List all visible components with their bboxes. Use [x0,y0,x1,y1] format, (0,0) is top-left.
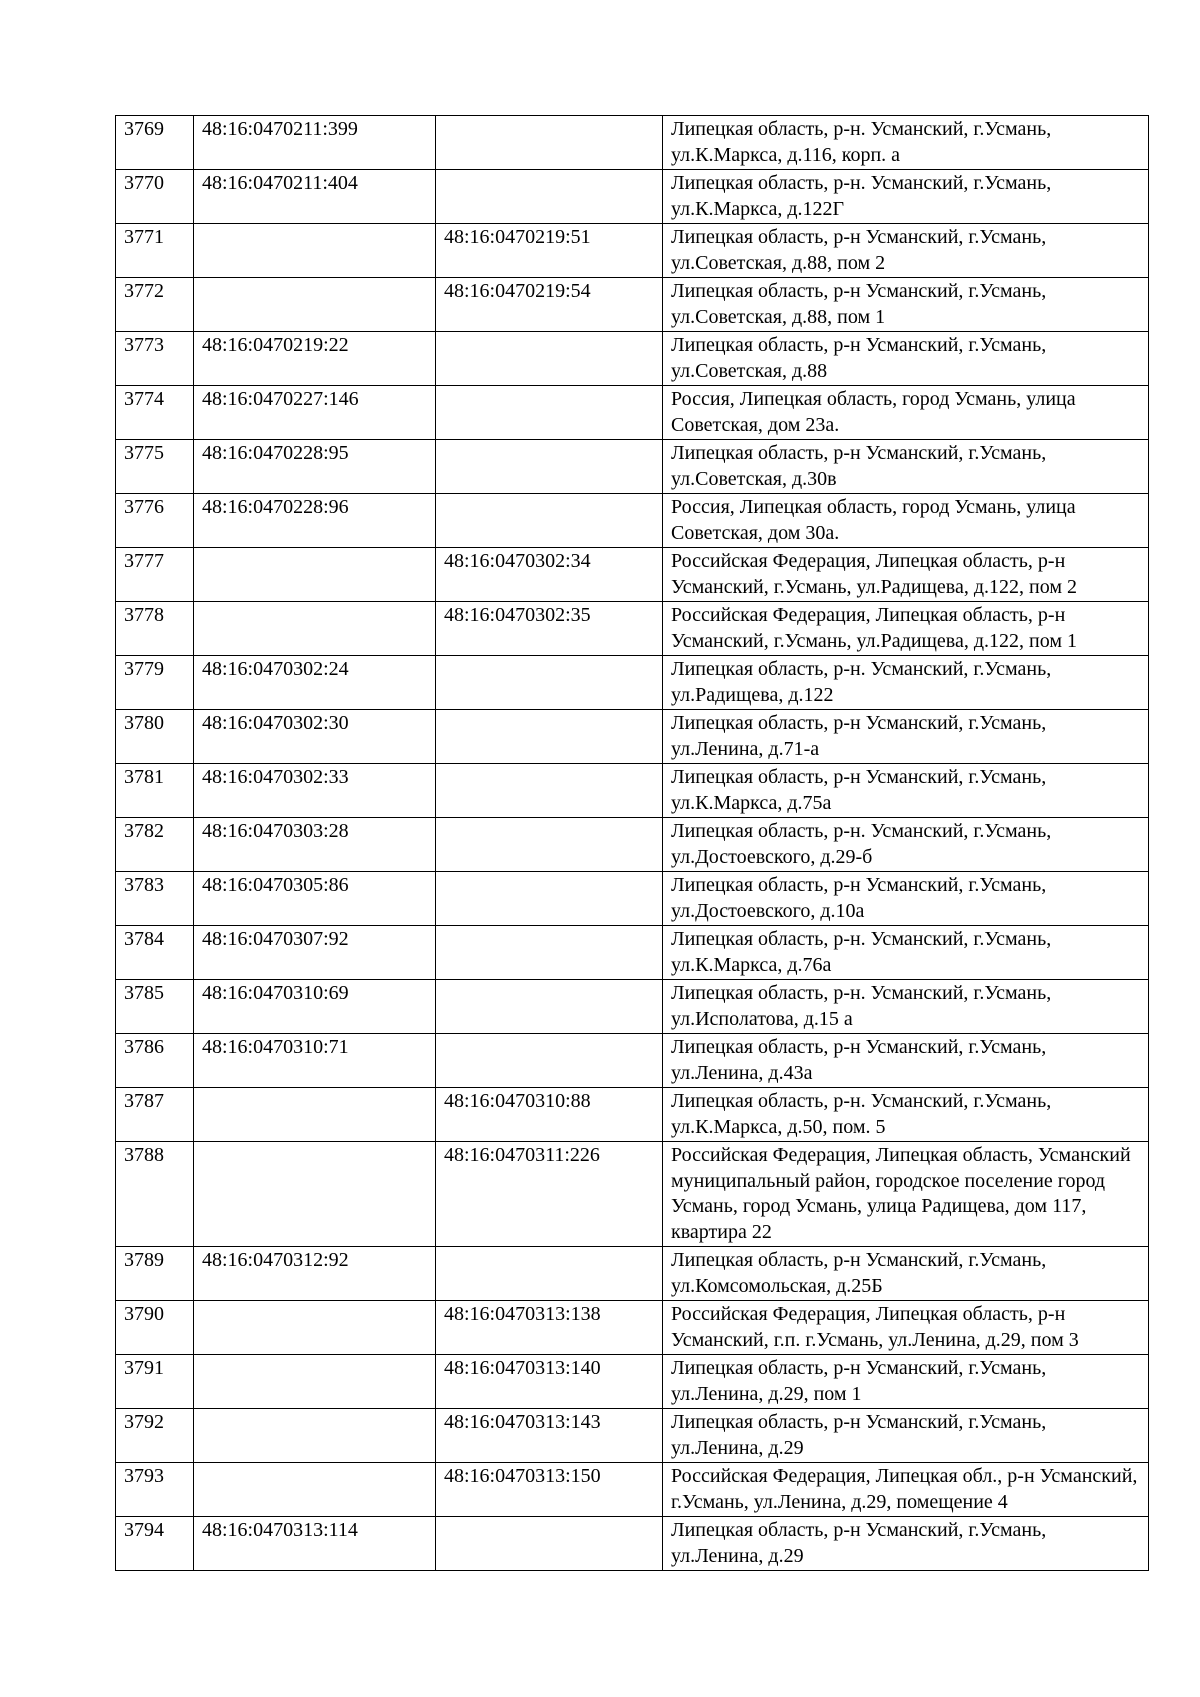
land-cadastral-number-cell: 48:16:0470302:24 [194,656,436,710]
land-cadastral-number-cell [194,1355,436,1409]
address-cell: Липецкая область, р-н. Усманский, г.Усмань, ул.Достоевского, д.29-б [663,818,1149,872]
table-row [116,656,1149,710]
table-row [116,710,1149,764]
row-number-cell: 3787 [116,1088,194,1142]
address-cell: Липецкая область, р-н. Усманский, г.Усмань, ул.Радищева, д.122 [663,656,1149,710]
land-cadastral-number-cell [194,548,436,602]
object-cadastral-number-cell [436,872,663,926]
row-number-cell: 3772 [116,278,194,332]
address-cell: Липецкая область, р-н Усманский, г.Усмань, ул.Ленина, д.71-а [663,710,1149,764]
object-cadastral-number-cell [436,764,663,818]
object-cadastral-number-cell [436,494,663,548]
object-cadastral-number-cell: 48:16:0470313:140 [436,1355,663,1409]
address-cell: Россия, Липецкая область, город Усмань, улица Советская, дом 23а. [663,386,1149,440]
row-number-cell: 3786 [116,1034,194,1088]
row-number-cell: 3769 [116,116,194,170]
object-cadastral-number-cell: 48:16:0470219:51 [436,224,663,278]
row-number-cell: 3778 [116,602,194,656]
object-cadastral-number-cell [436,818,663,872]
row-number-cell: 3770 [116,170,194,224]
land-cadastral-number-cell: 48:16:0470219:22 [194,332,436,386]
table-row [116,386,1149,440]
row-number-cell: 3781 [116,764,194,818]
object-cadastral-number-cell [436,926,663,980]
table-row [116,818,1149,872]
object-cadastral-number-cell [436,386,663,440]
address-cell: Липецкая область, р-н Усманский, г.Усмань, ул.Советская, д.88, пом 2 [663,224,1149,278]
row-number-cell: 3774 [116,386,194,440]
address-cell: Липецкая область, р-н. Усманский, г.Усмань, ул.К.Маркса, д.50, пом. 5 [663,1088,1149,1142]
table-row [116,872,1149,926]
land-cadastral-number-cell: 48:16:0470211:404 [194,170,436,224]
address-cell: Липецкая область, р-н Усманский, г.Усмань, ул.Достоевского, д.10а [663,872,1149,926]
land-cadastral-number-cell: 48:16:0470228:96 [194,494,436,548]
land-cadastral-number-cell: 48:16:0470305:86 [194,872,436,926]
land-cadastral-number-cell: 48:16:0470302:30 [194,710,436,764]
address-cell: Липецкая область, р-н. Усманский, г.Усмань, ул.К.Маркса, д.122Г [663,170,1149,224]
table-row [116,116,1149,170]
table-row [116,1301,1149,1355]
table-row [116,1088,1149,1142]
row-number-cell: 3783 [116,872,194,926]
address-cell: Липецкая область, р-н Усманский, г.Усмань, ул.Советская, д.88 [663,332,1149,386]
row-number-cell: 3776 [116,494,194,548]
object-cadastral-number-cell: 48:16:0470311:226 [436,1142,663,1247]
land-cadastral-number-cell: 48:16:0470310:71 [194,1034,436,1088]
land-cadastral-number-cell [194,1088,436,1142]
row-number-cell: 3785 [116,980,194,1034]
table-row [116,1463,1149,1517]
row-number-cell: 3790 [116,1301,194,1355]
land-cadastral-number-cell: 48:16:0470310:69 [194,980,436,1034]
row-number-cell: 3771 [116,224,194,278]
row-number-cell: 3792 [116,1409,194,1463]
land-cadastral-number-cell: 48:16:0470227:146 [194,386,436,440]
table-row [116,224,1149,278]
row-number-cell: 3775 [116,440,194,494]
row-number-cell: 3777 [116,548,194,602]
object-cadastral-number-cell [436,1517,663,1571]
land-cadastral-number-cell: 48:16:0470312:92 [194,1247,436,1301]
address-cell: Липецкая область, р-н Усманский, г.Усмань, ул.К.Маркса, д.75а [663,764,1149,818]
object-cadastral-number-cell [436,332,663,386]
object-cadastral-number-cell [436,116,663,170]
table-row [116,1409,1149,1463]
object-cadastral-number-cell [436,1034,663,1088]
table-row [116,332,1149,386]
address-cell: Российская Федерация, Липецкая область, р-н Усманский, г.Усмань, ул.Радищева, д.122, пом 2 [663,548,1149,602]
row-number-cell: 3782 [116,818,194,872]
address-cell: Российская Федерация, Липецкая область, Усманский муниципальный район, городское поселение город Усмань, город Усмань, улица Радищева, дом 117, квартира 22 [663,1142,1149,1247]
table-row [116,1034,1149,1088]
land-cadastral-number-cell: 48:16:0470303:28 [194,818,436,872]
address-cell: Липецкая область, р-н. Усманский, г.Усмань, ул.Исполатова, д.15 а [663,980,1149,1034]
land-cadastral-number-cell [194,602,436,656]
object-cadastral-number-cell: 48:16:0470302:35 [436,602,663,656]
address-cell: Российская Федерация, Липецкая область, р-н Усманский, г.п. г.Усмань, ул.Ленина, д.29, пом 3 [663,1301,1149,1355]
address-cell: Липецкая область, р-н Усманский, г.Усмань, ул.Комсомольская, д.25Б [663,1247,1149,1301]
land-cadastral-number-cell: 48:16:0470313:114 [194,1517,436,1571]
table-row [116,1517,1149,1571]
address-cell: Российская Федерация, Липецкая обл., р-н Усманский, г.Усмань, ул.Ленина, д.29, помещение 4 [663,1463,1149,1517]
object-cadastral-number-cell [436,1247,663,1301]
row-number-cell: 3784 [116,926,194,980]
table-row [116,170,1149,224]
object-cadastral-number-cell: 48:16:0470313:150 [436,1463,663,1517]
object-cadastral-number-cell [436,656,663,710]
address-cell: Липецкая область, р-н Усманский, г.Усмань, ул.Ленина, д.29, пом 1 [663,1355,1149,1409]
land-cadastral-number-cell: 48:16:0470302:33 [194,764,436,818]
row-number-cell: 3791 [116,1355,194,1409]
land-cadastral-number-cell: 48:16:0470211:399 [194,116,436,170]
address-cell: Липецкая область, р-н Усманский, г.Усмань, ул.Ленина, д.29 [663,1409,1149,1463]
object-cadastral-number-cell: 48:16:0470313:138 [436,1301,663,1355]
object-cadastral-number-cell [436,440,663,494]
land-cadastral-number-cell: 48:16:0470307:92 [194,926,436,980]
table-row [116,980,1149,1034]
row-number-cell: 3794 [116,1517,194,1571]
land-cadastral-number-cell: 48:16:0470228:95 [194,440,436,494]
table-row [116,440,1149,494]
object-cadastral-number-cell: 48:16:0470310:88 [436,1088,663,1142]
table-row [116,1355,1149,1409]
object-cadastral-number-cell [436,170,663,224]
table-row [116,926,1149,980]
table-row [116,548,1149,602]
table-row [116,1142,1149,1247]
address-cell: Липецкая область, р-н Усманский, г.Усмань, ул.Советская, д.30в [663,440,1149,494]
row-number-cell: 3789 [116,1247,194,1301]
land-cadastral-number-cell [194,1301,436,1355]
address-cell: Липецкая область, р-н Усманский, г.Усмань, ул.Ленина, д.29 [663,1517,1149,1571]
table-row [116,602,1149,656]
object-cadastral-number-cell: 48:16:0470313:143 [436,1409,663,1463]
address-cell: Липецкая область, р-н Усманский, г.Усмань, ул.Советская, д.88, пом 1 [663,278,1149,332]
registry-table [115,115,1149,1571]
object-cadastral-number-cell [436,710,663,764]
row-number-cell: 3793 [116,1463,194,1517]
table-row [116,278,1149,332]
address-cell: Липецкая область, р-н. Усманский, г.Усмань, ул.К.Маркса, д.76а [663,926,1149,980]
table-row [116,1247,1149,1301]
row-number-cell: 3779 [116,656,194,710]
land-cadastral-number-cell [194,224,436,278]
row-number-cell: 3780 [116,710,194,764]
land-cadastral-number-cell [194,1409,436,1463]
object-cadastral-number-cell [436,980,663,1034]
row-number-cell: 3773 [116,332,194,386]
address-cell: Липецкая область, р-н. Усманский, г.Усмань, ул.К.Маркса, д.116, корп. а [663,116,1149,170]
land-cadastral-number-cell [194,1463,436,1517]
table-row [116,764,1149,818]
address-cell: Липецкая область, р-н Усманский, г.Усмань, ул.Ленина, д.43а [663,1034,1149,1088]
land-cadastral-number-cell [194,1142,436,1247]
object-cadastral-number-cell: 48:16:0470219:54 [436,278,663,332]
object-cadastral-number-cell: 48:16:0470302:34 [436,548,663,602]
land-cadastral-number-cell [194,278,436,332]
table-row [116,494,1149,548]
address-cell: Россия, Липецкая область, город Усмань, улица Советская, дом 30а. [663,494,1149,548]
row-number-cell: 3788 [116,1142,194,1247]
address-cell: Российская Федерация, Липецкая область, р-н Усманский, г.Усмань, ул.Радищева, д.122, пом 1 [663,602,1149,656]
table-body [116,116,1149,1571]
